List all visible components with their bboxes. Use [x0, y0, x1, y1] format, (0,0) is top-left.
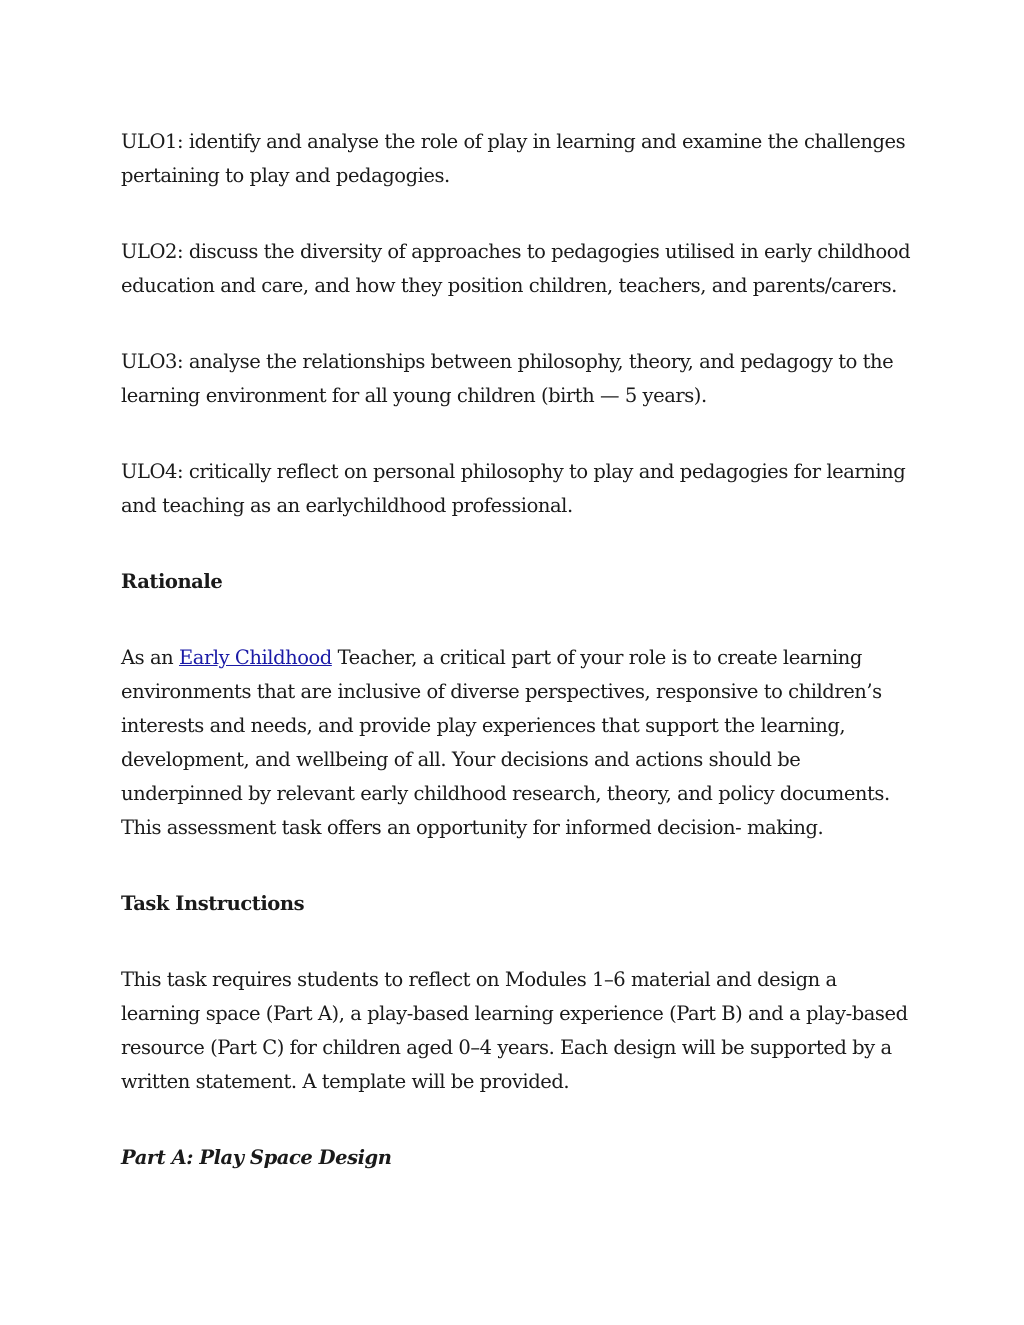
- ulo3-text: ULO3: analyse the relationships between philosophy, theory, and pedagogy to the learning environment for all young children (birth — 5 years).: [121, 350, 894, 407]
- part-a-heading: Part A: Play Space Design: [121, 1146, 392, 1169]
- rationale-heading: Rationale: [121, 570, 223, 593]
- rationale-paragraph: [121, 641, 911, 845]
- rationale-prefix: As an: [121, 646, 179, 669]
- task-instructions-heading: Task Instructions: [121, 892, 305, 915]
- document-body: [121, 125, 911, 1175]
- early-childhood-link[interactable]: Early Childhood: [178, 646, 332, 669]
- rationale-body: Teacher, a critical part of your role is to create learning environments that are inclusive of diverse perspectives, responsive to children’s interests and needs, and provide play experiences that support the learning, development, and wellbeing of all. Your decisions and actions should be underpinned by relevant early childhood research, theory, and policy documents. This assessment task offers an opportunity for informed decision- making.: [121, 646, 890, 839]
- task-instructions-paragraph: This task requires students to reflect on Modules 1–6 material and design a learning space (Part A), a play-based learning experience (Part B) and a play-based resource (Part C) for children aged 0–4 years. Each design will be supported by a written statement. A template will be provided.: [121, 968, 908, 1093]
- ulo2-text: ULO2: discuss the diversity of approaches to pedagogies utilised in early childhood education and care, and how they position children, teachers, and parents/carers.: [121, 240, 911, 297]
- ulo4-text: ULO4: critically reflect on personal philosophy to play and pedagogies for learning and teaching as an earlychildhood professional.: [121, 460, 906, 517]
- ulo1-text: ULO1: identify and analyse the role of play in learning and examine the challenges pertaining to play and pedagogies.: [121, 130, 906, 187]
